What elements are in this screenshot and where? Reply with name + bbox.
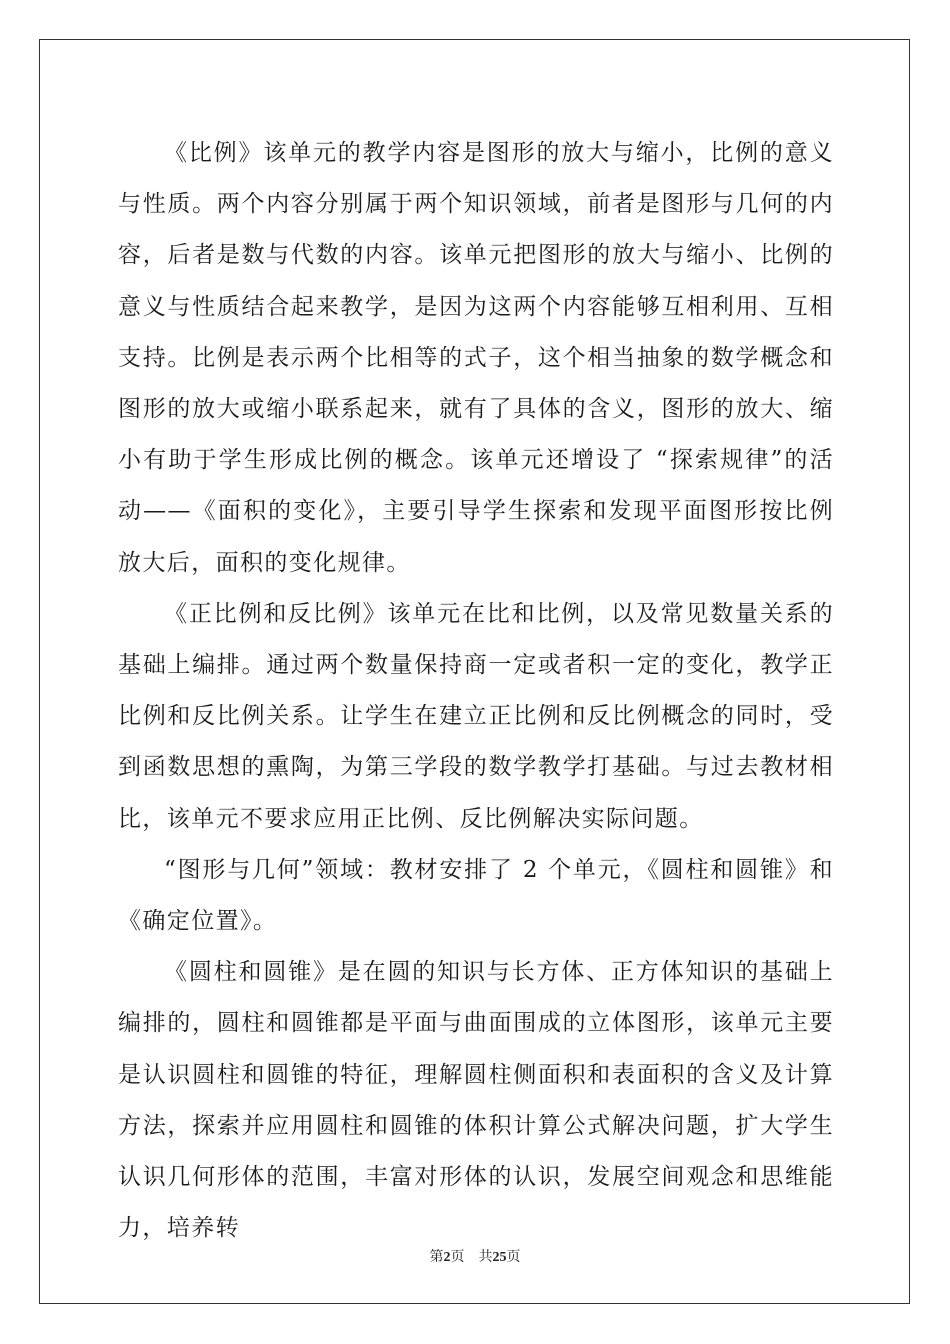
paragraph-cylinder-cone: 《圆柱和圆锥》是在圆的知识与长方体、正方体知识的基础上编排的，圆柱和圆锥都是平面与曲面围成的立体图形，该单元主要是认识圆柱和圆锥的特征，理解圆柱侧面积和表面积的含义及计算方法，探索并应用圆柱和圆锥的体积计算公式解决问题，扩大学生认识几何形体的范围，丰富对形体的认识，发展空间观念和思维能力，培养转	[118, 959, 834, 1242]
total-prefix: 共	[478, 1249, 493, 1265]
paragraph-direct-inverse-proportion: 《正比例和反比例》该单元在比和比例，以及常见数量关系的基础上编排。通过两个数量保持商一定或者积一定的变化，教学正比例和反比例关系。让学生在建立正比例和反比例概念的同时，受到函数思想的熏陶，为第三学段的数学教学打基础。与过去教材相比，该单元不要求应用正比例、反比例解决实际问题。	[118, 600, 834, 832]
total-suffix: 页	[506, 1249, 521, 1265]
page-suffix: 页	[450, 1249, 465, 1265]
page-footer	[0, 1246, 950, 1266]
document-body	[118, 128, 834, 1254]
paragraph-proportion-unit: 《比例》该单元的教学内容是图形的放大与缩小，比例的意义与性质。两个内容分别属于两个知识领域，前者是图形与几何的内容，后者是数与代数的内容。该单元把图形的放大与缩小、比例的意义与性质结合起来教学，是因为这两个内容能够互相利用、互相支持。比例是表示两个比相等的式子，这个相当抽象的数学概念和图形的放大或缩小联系起来，就有了具体的含义，图形的放大、缩小有助于学生形成比例的概念。该单元还增设了 “探索规律”的活动——《面积的变化》，主要引导学生探索和发现平面图形按比例放大后，面积的变化规律。	[118, 140, 834, 576]
total-pages: 25	[492, 1250, 507, 1265]
page-prefix: 第	[429, 1249, 444, 1265]
page-number: 2	[443, 1250, 451, 1265]
paragraph-geometry-domain: “图形与几何”领域：教材安排了 2 个单元，《圆柱和圆锥》和《确定位置》。	[118, 856, 834, 935]
